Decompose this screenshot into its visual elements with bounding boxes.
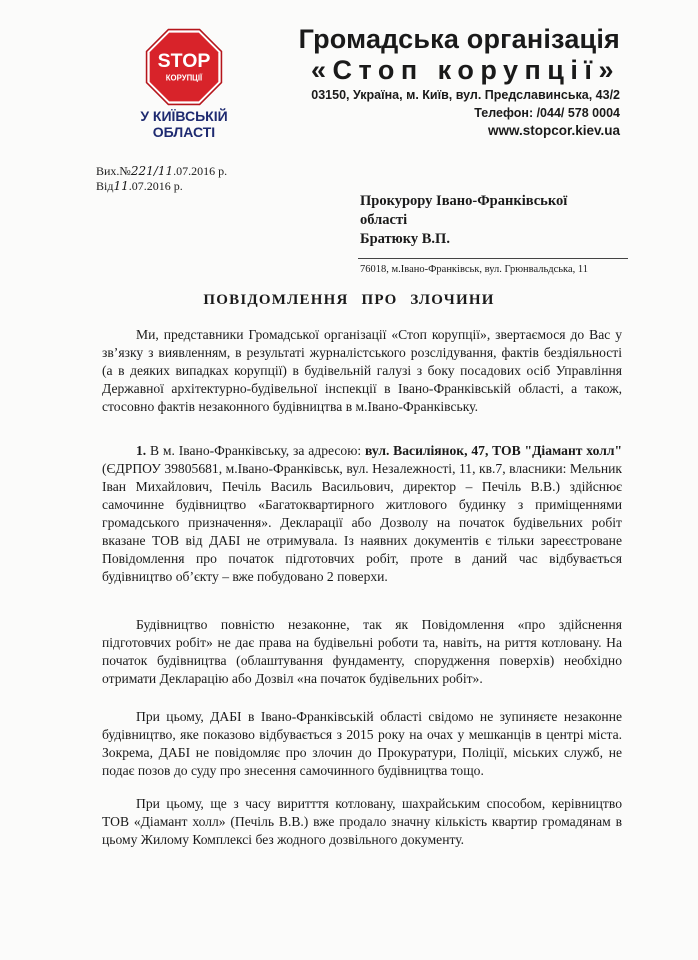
paragraph-1-part-b: (ЄДРПОУ 39805681, м.Івано-Франківськ, вул. Незалежності, 11, кв.7, власники: Мельник Іван Михайлович, Печіль Василь Васильович, директор – Печіль В.В.) здійснює самочинне будівництво «Багатоквартирного житлового будинку з приміщеннями громадського призначення». Декларації або Дозволу на початок будівельних робіт вказане ТОВ від ДАБІ не отримувала. Із наявних документів є тільки зареєстроване Повідомлення про початок підготовчих робіт, проте в даний час відбувається будівництво об’єкту – вже побудовано 2 поверхи. — [102, 461, 622, 584]
paragraph-intro — [102, 326, 622, 416]
handwritten-day: 11 — [113, 179, 129, 193]
stop-text: STOP — [157, 50, 211, 72]
outgoing-number-date: .07.2016 р. — [173, 164, 228, 178]
org-address: 03150, Україна, м. Київ, вул. Предславинська, 43/2 — [311, 88, 620, 102]
paragraph-2-text: Будівництво повністю незаконне, так як Повідомлення «про здійснення підготовчих робіт» не дає права на будівельні роботи та, навіть, на риття котловану. На початок будівництва (облаштування фундаменту, спорудження поверхів) необхідно отримати Декларацію або Дозвіл «на початок будівельних робіт». — [102, 617, 622, 686]
paragraph-1 — [102, 442, 622, 586]
outgoing-number-block — [96, 164, 227, 194]
paragraph-4 — [102, 795, 622, 849]
paragraph-1-part-a: В м. Івано-Франківську, за адресою: — [146, 443, 365, 458]
paragraph-4-text: При цьому, ще з часу виритття котловану, шахрайським способом, керівництво ТОВ «Діамант холл» (Печіль В.В.) вже продало значну кількість квартир громадянам в цьому Жилому Комплексі без жодного дозвільного документу. — [102, 796, 622, 847]
recipient-address: 76018, м.Івано-Франківськ, вул. Грюнвальдська, 11 — [360, 264, 589, 275]
org-name: Громадська організація — [298, 24, 620, 54]
outgoing-number — [96, 164, 227, 179]
intro-text: Ми, представники Громадської організації «Стоп корупції», звертаємося до Вас у зв’язку з виявленням, в результаті журналістського розслідування, фактів бездіяльності (а в деяких випадках корупції) в будівельній галузі з боку посадових осіб Управління Державної архітектурно-будівельної інспекції в Івано-Франківській області, а також, стосовно фактів незаконного будівництва в м.Івано-Франківську. — [102, 327, 622, 414]
recipient-line2: області — [360, 212, 408, 228]
paragraph-1-text — [102, 442, 622, 586]
paragraph-1-bold-address: вул. Василіянок, 47, ТОВ "Діамант холл" — [364, 443, 622, 458]
stop-corruption-logo — [138, 28, 230, 140]
stop-sign-icon — [145, 28, 223, 106]
outgoing-date-rest: .07.2016 р. — [128, 179, 183, 193]
title-word-2: ПРО — [361, 292, 398, 308]
stop-subtext: КОРУПЦІЇ — [165, 73, 203, 83]
region-line1: У КИЇВСЬКІЙ — [140, 108, 228, 124]
org-phone: Телефон: /044/ 578 0004 — [474, 106, 620, 120]
outgoing-date-label: Від — [96, 179, 114, 193]
recipient-line3: Братюку В.П. — [360, 231, 450, 247]
outgoing-date — [96, 179, 227, 194]
paragraph-2 — [102, 616, 622, 688]
title-word-3: ЗЛОЧИНИ — [410, 292, 495, 308]
paragraph-3 — [102, 708, 622, 780]
recipient-line1: Прокурору Івано-Франківської — [360, 193, 568, 209]
paragraph-1-number: 1. — [136, 443, 147, 458]
handwritten-number: 221/11 — [130, 164, 174, 178]
region-label — [124, 108, 244, 140]
outgoing-number-label: Вих.№ — [96, 164, 131, 178]
region-line2: ОБЛАСТІ — [152, 124, 216, 141]
org-subtitle: «Стоп корупції» — [310, 55, 620, 85]
paragraph-3-text: При цьому, ДАБІ в Івано-Франківській області свідомо не зупиняєте незаконне будівництво, яке показово відбувається з 2015 року на очах у мешканців в центрі міста. Зокрема, ДАБІ не повідомляє про злочин до Прокуратури, Поліції, міських служб, не подає позов до суду про знесення самочинного будівництва тощо. — [102, 709, 622, 778]
title-word-1: ПОВІДОМЛЕННЯ — [203, 292, 349, 308]
recipient-divider — [358, 258, 628, 259]
organization-header — [299, 24, 620, 140]
document-title — [0, 292, 698, 309]
org-website: www.stopcor.kiev.ua — [487, 123, 620, 138]
recipient-block — [360, 192, 567, 249]
